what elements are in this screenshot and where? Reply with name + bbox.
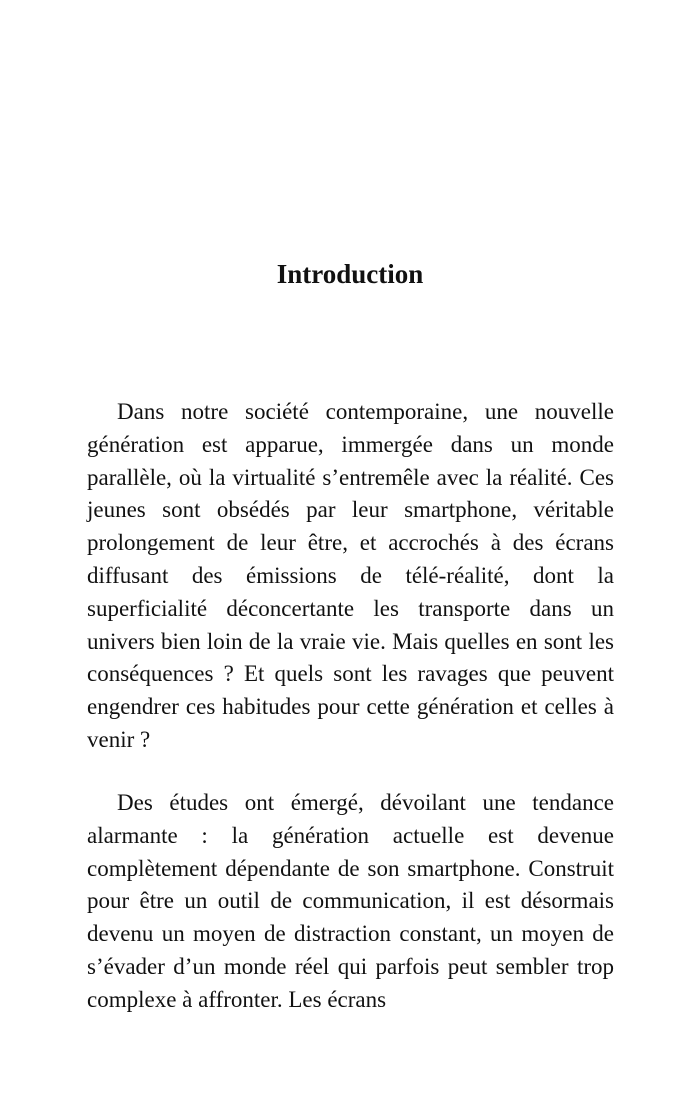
chapter-title: Introduction — [276, 259, 424, 289]
body-paragraph-2 — [87, 787, 614, 1017]
body-paragraph-1 — [87, 396, 614, 757]
paragraph-text: Dans notre société contemporaine, une nouvelle génération est apparue, immergée dans un monde parallèle, où la virtualité s’entremêle avec la réalité. Ces jeunes sont obsédés par leur smartphone, véritable prolongement de leur être, et accrochés à des écrans diffusant des émissions de télé-réalité, dont la superficialité déconcertante les transporte dans un univers bien loin de la vraie vie. Mais quelles en sont les conséquences ? Et quels sont les ravages que peuvent engendrer ces habitudes pour cette génération et celles à venir ? — [87, 399, 614, 752]
paragraph-text: Des études ont émergé, dévoilant une tendance alarmante : la génération actuelle est devenue complètement dépendante de son smartphone. Construit pour être un outil de communication, il est désormais devenu un moyen de distraction constant, un moyen de s’évader d’un monde réel qui parfois peut sembler trop complexe à affronter. Les écrans — [87, 790, 614, 1012]
